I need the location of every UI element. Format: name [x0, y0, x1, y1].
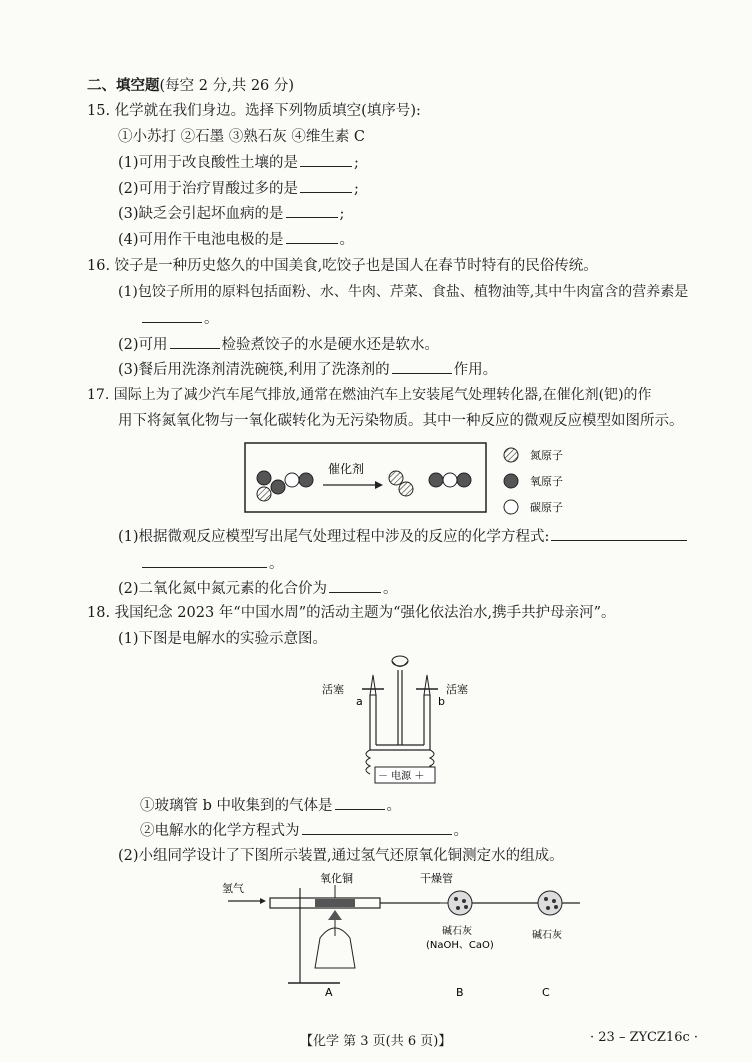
section-note: (每空 2 分,共 26 分)	[159, 78, 295, 94]
q15-part2: (2)可用于治疗胃酸过多的是 ;	[118, 178, 359, 199]
right-stopcock-label: 活塞	[446, 683, 468, 696]
tube-b-label: b	[438, 695, 445, 708]
soda-lime-b-note: (NaOH、CaO)	[426, 940, 494, 951]
q17-part1-line2: 。	[140, 553, 284, 574]
section-header	[87, 76, 294, 96]
soda-lime-b-label: 碱石灰	[442, 926, 472, 937]
apparatus-c-label: C	[542, 986, 550, 998]
q16-part1: (1)包饺子所用的原料包括面粉、水、牛肉、芹菜、食盐、植物油等,其中牛肉富含的营养素是	[118, 284, 689, 300]
answer-blank[interactable]	[300, 152, 352, 167]
drying-tube-c	[538, 891, 562, 915]
answer-blank[interactable]	[142, 308, 202, 323]
q16-part3: (3)餐后用洗涤剂清洗碗筷,利用了洗涤剂的 作用。	[118, 359, 497, 380]
q16-part2: (2)可用 检验煮饺子的水是硬水还是软水。	[118, 334, 439, 355]
page-footer-center: 【化学 第 3 页(共 6 页)】	[300, 1034, 452, 1049]
q15-stem: 15. 化学就在我们身边。选择下列物质填空(填序号):	[87, 103, 421, 119]
q16-part1-answer: 。	[140, 308, 219, 329]
answer-blank[interactable]	[551, 526, 687, 541]
copper-oxide	[315, 899, 355, 907]
answer-blank[interactable]	[300, 178, 352, 193]
drying-tube-label: 干燥管	[420, 872, 453, 885]
q17-part1: (1)根据微观反应模型写出尾气处理过程中涉及的反应的化学方程式:	[118, 526, 689, 547]
q15-options: ①小苏打 ②石墨 ③熟石灰 ④维生素 C	[118, 129, 366, 145]
answer-blank[interactable]	[286, 229, 338, 244]
answer-blank[interactable]	[335, 795, 385, 810]
q15-part1: (1)可用于改良酸性土壤的是 ;	[118, 152, 359, 173]
q17-stem-line2: 用下将氮氧化物与一氧化碳转化为无污染物质。其中一种反应的微观反应模型如图所示。	[118, 413, 684, 429]
electrolysis-figure	[320, 650, 470, 790]
reactant-no-molecule	[257, 471, 285, 501]
section-title: 二、填空题	[87, 77, 160, 94]
q17-stem-line1: 17. 国际上为了减少汽车尾气排放,通常在燃油汽车上安装尾气处理转化器,在催化剂(钯)的作	[87, 387, 652, 403]
legend-nitrogen-icon	[504, 448, 518, 462]
q18-sub2: ②电解水的化学方程式为 。	[140, 820, 468, 841]
product-co2-molecule	[429, 473, 471, 487]
apparatus-b-label: B	[456, 986, 464, 998]
product-n2-molecule	[389, 471, 413, 496]
page-footer-code: · 23 – ZYCZ16c ·	[590, 1030, 699, 1045]
power-label: － 电源 ＋	[378, 771, 425, 782]
apparatus-a-label: A	[325, 986, 333, 998]
hydrogen-label: 氢气	[222, 882, 244, 895]
q18-part2: (2)小组同学设计了下图所示装置,通过氢气还原氧化铜测定水的组成。	[118, 848, 564, 864]
legend-oxygen-icon	[504, 474, 518, 488]
drying-tube-b	[448, 891, 472, 915]
cuo-label: 氧化铜	[320, 872, 353, 885]
hydrogen-reduction-figure	[220, 868, 600, 998]
tube-a-label: a	[356, 695, 363, 708]
answer-blank[interactable]	[392, 359, 452, 374]
q15-part3: (3)缺乏会引起坏血病的是 ;	[118, 203, 344, 224]
answer-blank[interactable]	[142, 553, 267, 568]
legend-oxygen: 氧原子	[530, 475, 563, 488]
soda-lime-c-label: 碱石灰	[532, 930, 562, 941]
answer-blank[interactable]	[302, 820, 452, 835]
answer-blank[interactable]	[286, 203, 338, 218]
q18-sub1: ①玻璃管 b 中收集到的气体是 。	[140, 795, 401, 816]
reactant-co-molecule	[285, 473, 313, 487]
catalyst-label: 催化剂	[328, 462, 365, 476]
left-stopcock-label: 活塞	[322, 683, 344, 696]
legend-carbon: 碳原子	[530, 501, 563, 514]
micro-reaction-figure	[140, 438, 590, 518]
q18-part1: (1)下图是电解水的实验示意图。	[118, 631, 328, 647]
q15-part4: (4)可用作干电池电极的是 。	[118, 229, 354, 250]
q18-stem: 18. 我国纪念 2023 年“中国水周”的活动主题为“强化依法治水,携手共护母亲河”。	[87, 605, 616, 621]
answer-blank[interactable]	[329, 578, 381, 593]
answer-blank[interactable]	[170, 334, 220, 349]
legend-carbon-icon	[504, 500, 518, 514]
legend-nitrogen: 氮原子	[530, 449, 563, 462]
q16-stem: 16. 饺子是一种历史悠久的中国美食,吃饺子也是国人在春节时特有的民俗传统。	[87, 258, 598, 274]
q17-part2: (2)二氧化氮中氮元素的化合价为 。	[118, 578, 398, 599]
